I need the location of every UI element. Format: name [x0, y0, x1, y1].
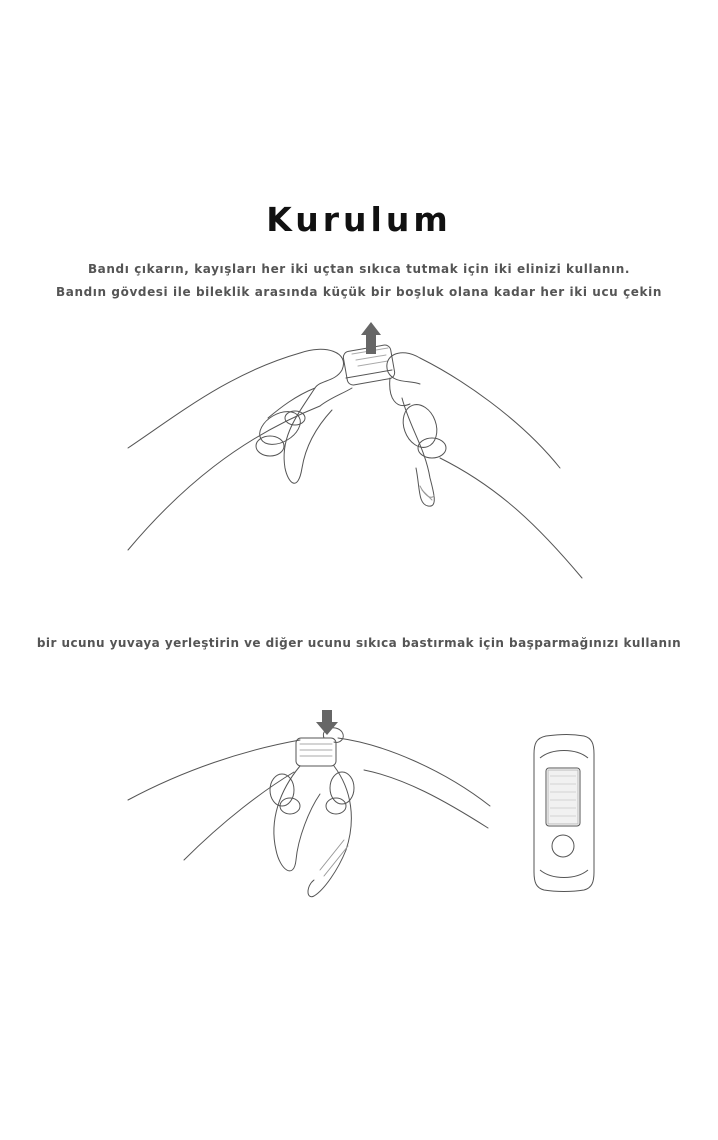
page-title: Kurulum	[266, 200, 452, 239]
remove-band-illustration	[120, 318, 590, 588]
instruction-line-2: Bandın gövdesi ile bileklik arasında küçük bir boşluk olana kadar her iki ucu çekin	[56, 285, 662, 299]
arrow-down-icon	[316, 710, 338, 735]
assembled-band-illustration	[532, 734, 596, 892]
instruction-line-3: bir ucunu yuvaya yerleştirin ve diğer ucunu sıkıca bastırmak için başparmağınızı kullanın	[36, 636, 682, 650]
instruction-line-1: Bandı çıkarın, kayışları her iki uçtan sıkıca tutmak için iki elinizi kullanın.	[87, 262, 631, 276]
insert-band-illustration	[124, 710, 494, 910]
